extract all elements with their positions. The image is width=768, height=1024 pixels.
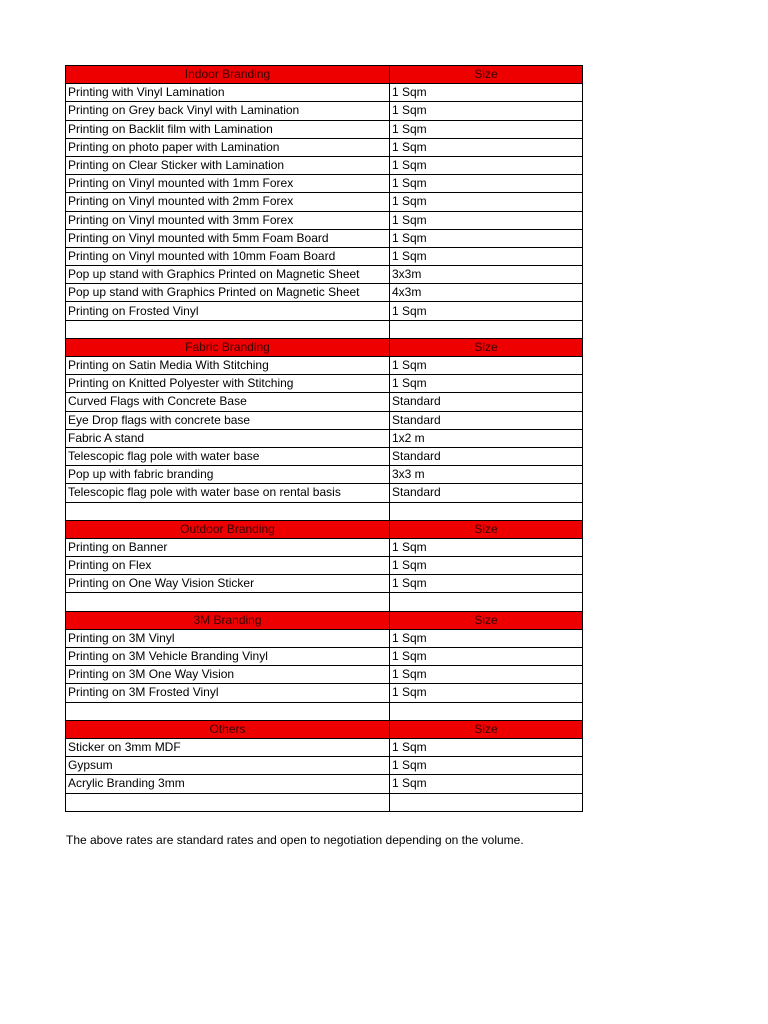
- item-name-cell: Fabric A stand: [66, 429, 390, 447]
- item-name-cell: Printing on Vinyl mounted with 5mm Foam Board: [66, 229, 390, 247]
- table-row: [66, 484, 583, 502]
- item-name-cell: Printing on 3M Vehicle Branding Vinyl: [66, 648, 390, 666]
- item-name-cell: Pop up with fabric branding: [66, 466, 390, 484]
- blank-cell: [390, 793, 583, 811]
- item-name-cell: Printing on One Way Vision Sticker: [66, 575, 390, 593]
- section-header-others: [66, 720, 583, 738]
- blank-cell: [390, 593, 583, 611]
- item-name-cell: Printing on Banner: [66, 538, 390, 556]
- item-name-cell: Printing on 3M One Way Vision: [66, 666, 390, 684]
- item-size-cell: Standard: [390, 411, 583, 429]
- item-name-cell: Printing on Vinyl mounted with 1mm Forex: [66, 175, 390, 193]
- item-size-cell: 1 Sqm: [390, 102, 583, 120]
- table-row: [66, 738, 583, 756]
- item-name-cell: Printing on Vinyl mounted with 10mm Foam Board: [66, 247, 390, 265]
- table-row: [66, 156, 583, 174]
- section-header-3m-branding: [66, 611, 583, 629]
- section-title: Fabric Branding: [66, 338, 390, 356]
- item-name-cell: Printing with Vinyl Lamination: [66, 84, 390, 102]
- item-name-cell: Printing on 3M Frosted Vinyl: [66, 684, 390, 702]
- table-row: [66, 211, 583, 229]
- item-size-cell: 1 Sqm: [390, 684, 583, 702]
- size-column-header: Size: [390, 611, 583, 629]
- blank-cell: [390, 702, 583, 720]
- table-row: [66, 284, 583, 302]
- section-header-indoor-branding: [66, 66, 583, 84]
- table-row: [66, 229, 583, 247]
- table-row: [66, 757, 583, 775]
- section-title: Others: [66, 720, 390, 738]
- item-size-cell: 1 Sqm: [390, 557, 583, 575]
- table-row: [66, 429, 583, 447]
- rates-footnote: The above rates are standard rates and open to negotiation depending on the volume.: [66, 833, 524, 847]
- table-row: [66, 138, 583, 156]
- item-size-cell: 1 Sqm: [390, 138, 583, 156]
- blank-separator-row: [66, 502, 583, 520]
- table-row: [66, 266, 583, 284]
- section-title: Outdoor Branding: [66, 520, 390, 538]
- table-row: [66, 247, 583, 265]
- section-header-outdoor-branding: [66, 520, 583, 538]
- item-name-cell: Curved Flags with Concrete Base: [66, 393, 390, 411]
- item-size-cell: 1 Sqm: [390, 229, 583, 247]
- item-size-cell: 1 Sqm: [390, 629, 583, 647]
- blank-separator-row: [66, 702, 583, 720]
- table-row: [66, 393, 583, 411]
- item-size-cell: 3x3 m: [390, 466, 583, 484]
- table-row: [66, 302, 583, 320]
- item-size-cell: 1 Sqm: [390, 84, 583, 102]
- section-title: Indoor Branding: [66, 66, 390, 84]
- table-row: [66, 538, 583, 556]
- blank-cell: [66, 793, 390, 811]
- item-size-cell: 1 Sqm: [390, 302, 583, 320]
- section-title: 3M Branding: [66, 611, 390, 629]
- item-name-cell: Sticker on 3mm MDF: [66, 738, 390, 756]
- item-size-cell: 1 Sqm: [390, 538, 583, 556]
- branding-rates-table: [65, 65, 583, 812]
- item-name-cell: Gypsum: [66, 757, 390, 775]
- item-size-cell: 4x3m: [390, 284, 583, 302]
- item-size-cell: 1 Sqm: [390, 666, 583, 684]
- item-size-cell: 1 Sqm: [390, 757, 583, 775]
- item-name-cell: Printing on Clear Sticker with Lamination: [66, 156, 390, 174]
- blank-cell: [66, 593, 390, 611]
- size-column-header: Size: [390, 66, 583, 84]
- item-size-cell: 1 Sqm: [390, 648, 583, 666]
- item-name-cell: Printing on Satin Media With Stitching: [66, 357, 390, 375]
- table-row: [66, 411, 583, 429]
- item-size-cell: Standard: [390, 484, 583, 502]
- table-row: [66, 102, 583, 120]
- blank-cell: [390, 320, 583, 338]
- item-name-cell: Printing on 3M Vinyl: [66, 629, 390, 647]
- item-size-cell: 1 Sqm: [390, 775, 583, 793]
- item-size-cell: 1 Sqm: [390, 175, 583, 193]
- item-size-cell: 1 Sqm: [390, 120, 583, 138]
- table-row: [66, 557, 583, 575]
- item-size-cell: 1 Sqm: [390, 193, 583, 211]
- item-size-cell: 1x2 m: [390, 429, 583, 447]
- size-column-header: Size: [390, 720, 583, 738]
- table-row: [66, 193, 583, 211]
- blank-cell: [66, 502, 390, 520]
- item-name-cell: Printing on photo paper with Lamination: [66, 138, 390, 156]
- item-name-cell: Eye Drop flags with concrete base: [66, 411, 390, 429]
- section-header-fabric-branding: [66, 338, 583, 356]
- item-size-cell: 1 Sqm: [390, 156, 583, 174]
- item-name-cell: Pop up stand with Graphics Printed on Magnetic Sheet: [66, 284, 390, 302]
- table-row: [66, 84, 583, 102]
- item-size-cell: 3x3m: [390, 266, 583, 284]
- table-row: [66, 120, 583, 138]
- blank-cell: [66, 320, 390, 338]
- table-row: [66, 575, 583, 593]
- size-column-header: Size: [390, 338, 583, 356]
- item-size-cell: 1 Sqm: [390, 375, 583, 393]
- item-size-cell: Standard: [390, 393, 583, 411]
- size-column-header: Size: [390, 520, 583, 538]
- table-row: [66, 357, 583, 375]
- item-name-cell: Printing on Backlit film with Lamination: [66, 120, 390, 138]
- item-name-cell: Printing on Frosted Vinyl: [66, 302, 390, 320]
- table-row: [66, 629, 583, 647]
- table-row: [66, 447, 583, 465]
- table-row: [66, 684, 583, 702]
- item-name-cell: Printing on Knitted Polyester with Stitching: [66, 375, 390, 393]
- item-size-cell: 1 Sqm: [390, 575, 583, 593]
- blank-cell: [390, 502, 583, 520]
- item-name-cell: Pop up stand with Graphics Printed on Magnetic Sheet: [66, 266, 390, 284]
- table-row: [66, 666, 583, 684]
- table-body: [66, 66, 583, 812]
- blank-separator-row: [66, 320, 583, 338]
- item-size-cell: 1 Sqm: [390, 738, 583, 756]
- table-row: [66, 648, 583, 666]
- item-size-cell: Standard: [390, 447, 583, 465]
- item-name-cell: Printing on Vinyl mounted with 2mm Forex: [66, 193, 390, 211]
- item-name-cell: Acrylic Branding 3mm: [66, 775, 390, 793]
- item-name-cell: Printing on Grey back Vinyl with Lamination: [66, 102, 390, 120]
- table-row: [66, 175, 583, 193]
- item-size-cell: 1 Sqm: [390, 357, 583, 375]
- table-row: [66, 466, 583, 484]
- table-row: [66, 775, 583, 793]
- table-row: [66, 375, 583, 393]
- blank-separator-row: [66, 593, 583, 611]
- item-name-cell: Printing on Flex: [66, 557, 390, 575]
- item-size-cell: 1 Sqm: [390, 211, 583, 229]
- item-name-cell: Telescopic flag pole with water base: [66, 447, 390, 465]
- item-name-cell: Telescopic flag pole with water base on rental basis: [66, 484, 390, 502]
- item-name-cell: Printing on Vinyl mounted with 3mm Forex: [66, 211, 390, 229]
- blank-separator-row: [66, 793, 583, 811]
- blank-cell: [66, 702, 390, 720]
- item-size-cell: 1 Sqm: [390, 247, 583, 265]
